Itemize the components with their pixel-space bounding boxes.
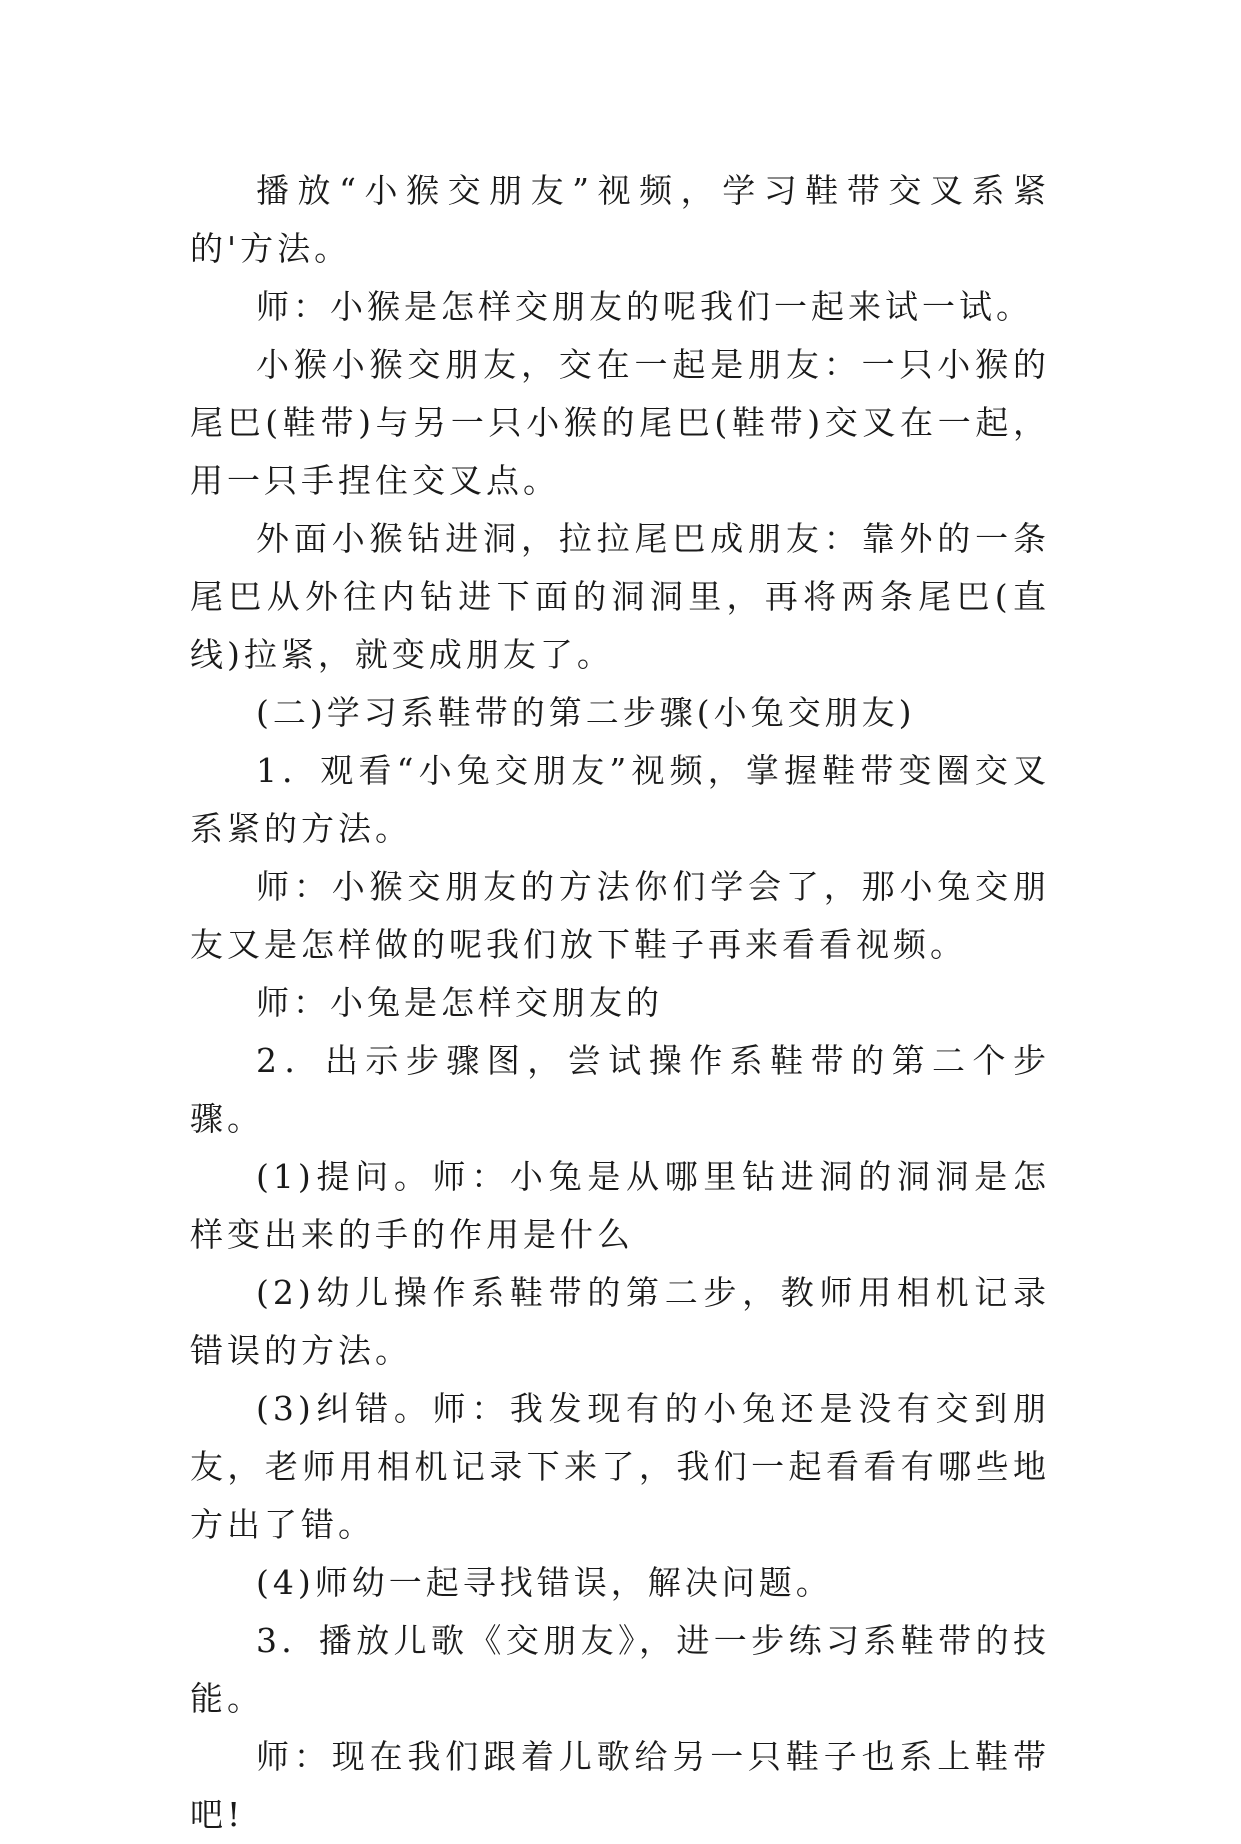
paragraph-teacher-rabbit: 师：小猴交朋友的方法你们学会了，那小兔交朋友又是怎样做的呢我们放下鞋子再来看看视频。: [190, 867, 1050, 964]
paragraph-solve-item: (4)师幼一起寻找错误，解决问题。: [256, 1563, 833, 1602]
section-heading-step-two: (二)学习系鞋带的第二步骤(小兔交朋友): [256, 693, 916, 732]
paragraph-question-item: (1)提问。师：小兔是从哪里钻进洞的洞洞是怎样变出来的手的作用是什么: [190, 1157, 1050, 1254]
paragraph-song: 3．播放儿歌《交朋友》，进一步练习系鞋带的技能。: [190, 1621, 1050, 1718]
paragraph-monkey-hole: 外面小猴钻进洞，拉拉尾巴成朋友：靠外的一条尾巴从外往内钻进下面的洞洞里，再将两条尾巴(直线)拉紧，就变成朋友了。: [190, 519, 1050, 674]
paragraph-teacher-question: 师：小兔是怎样交朋友的: [256, 983, 663, 1022]
paragraph-correction-item: (3)纠错。师：我发现有的小兔还是没有交到朋友，老师用相机记录下来了，我们一起看看有哪些地方出了错。: [190, 1389, 1050, 1544]
paragraph-teacher-try: 师：小猴是怎样交朋友的呢我们一起来试一试。: [256, 287, 1033, 326]
paragraph-teacher-final: 师：现在我们跟着儿歌给另一只鞋子也系上鞋带吧!: [190, 1737, 1050, 1834]
paragraph-video-monkey: 播放“小猴交朋友”视频，学习鞋带交叉系紧的'方法。: [190, 171, 1050, 268]
paragraph-video-rabbit: 1．观看“小兔交朋友”视频，掌握鞋带变圈交叉系紧的方法。: [190, 751, 1050, 848]
paragraph-monkey-cross: 小猴小猴交朋友，交在一起是朋友：一只小猴的尾巴(鞋带)与另一只小猴的尾巴(鞋带)交叉在一起，用一只手捏住交叉点。: [190, 345, 1050, 500]
paragraph-step-diagram: 2．出示步骤图，尝试操作系鞋带的第二个步骤。: [190, 1041, 1050, 1138]
document-body: [190, 162, 1050, 1844]
paragraph-practice-item: (2)幼儿操作系鞋带的第二步，教师用相机记录错误的方法。: [190, 1273, 1050, 1370]
